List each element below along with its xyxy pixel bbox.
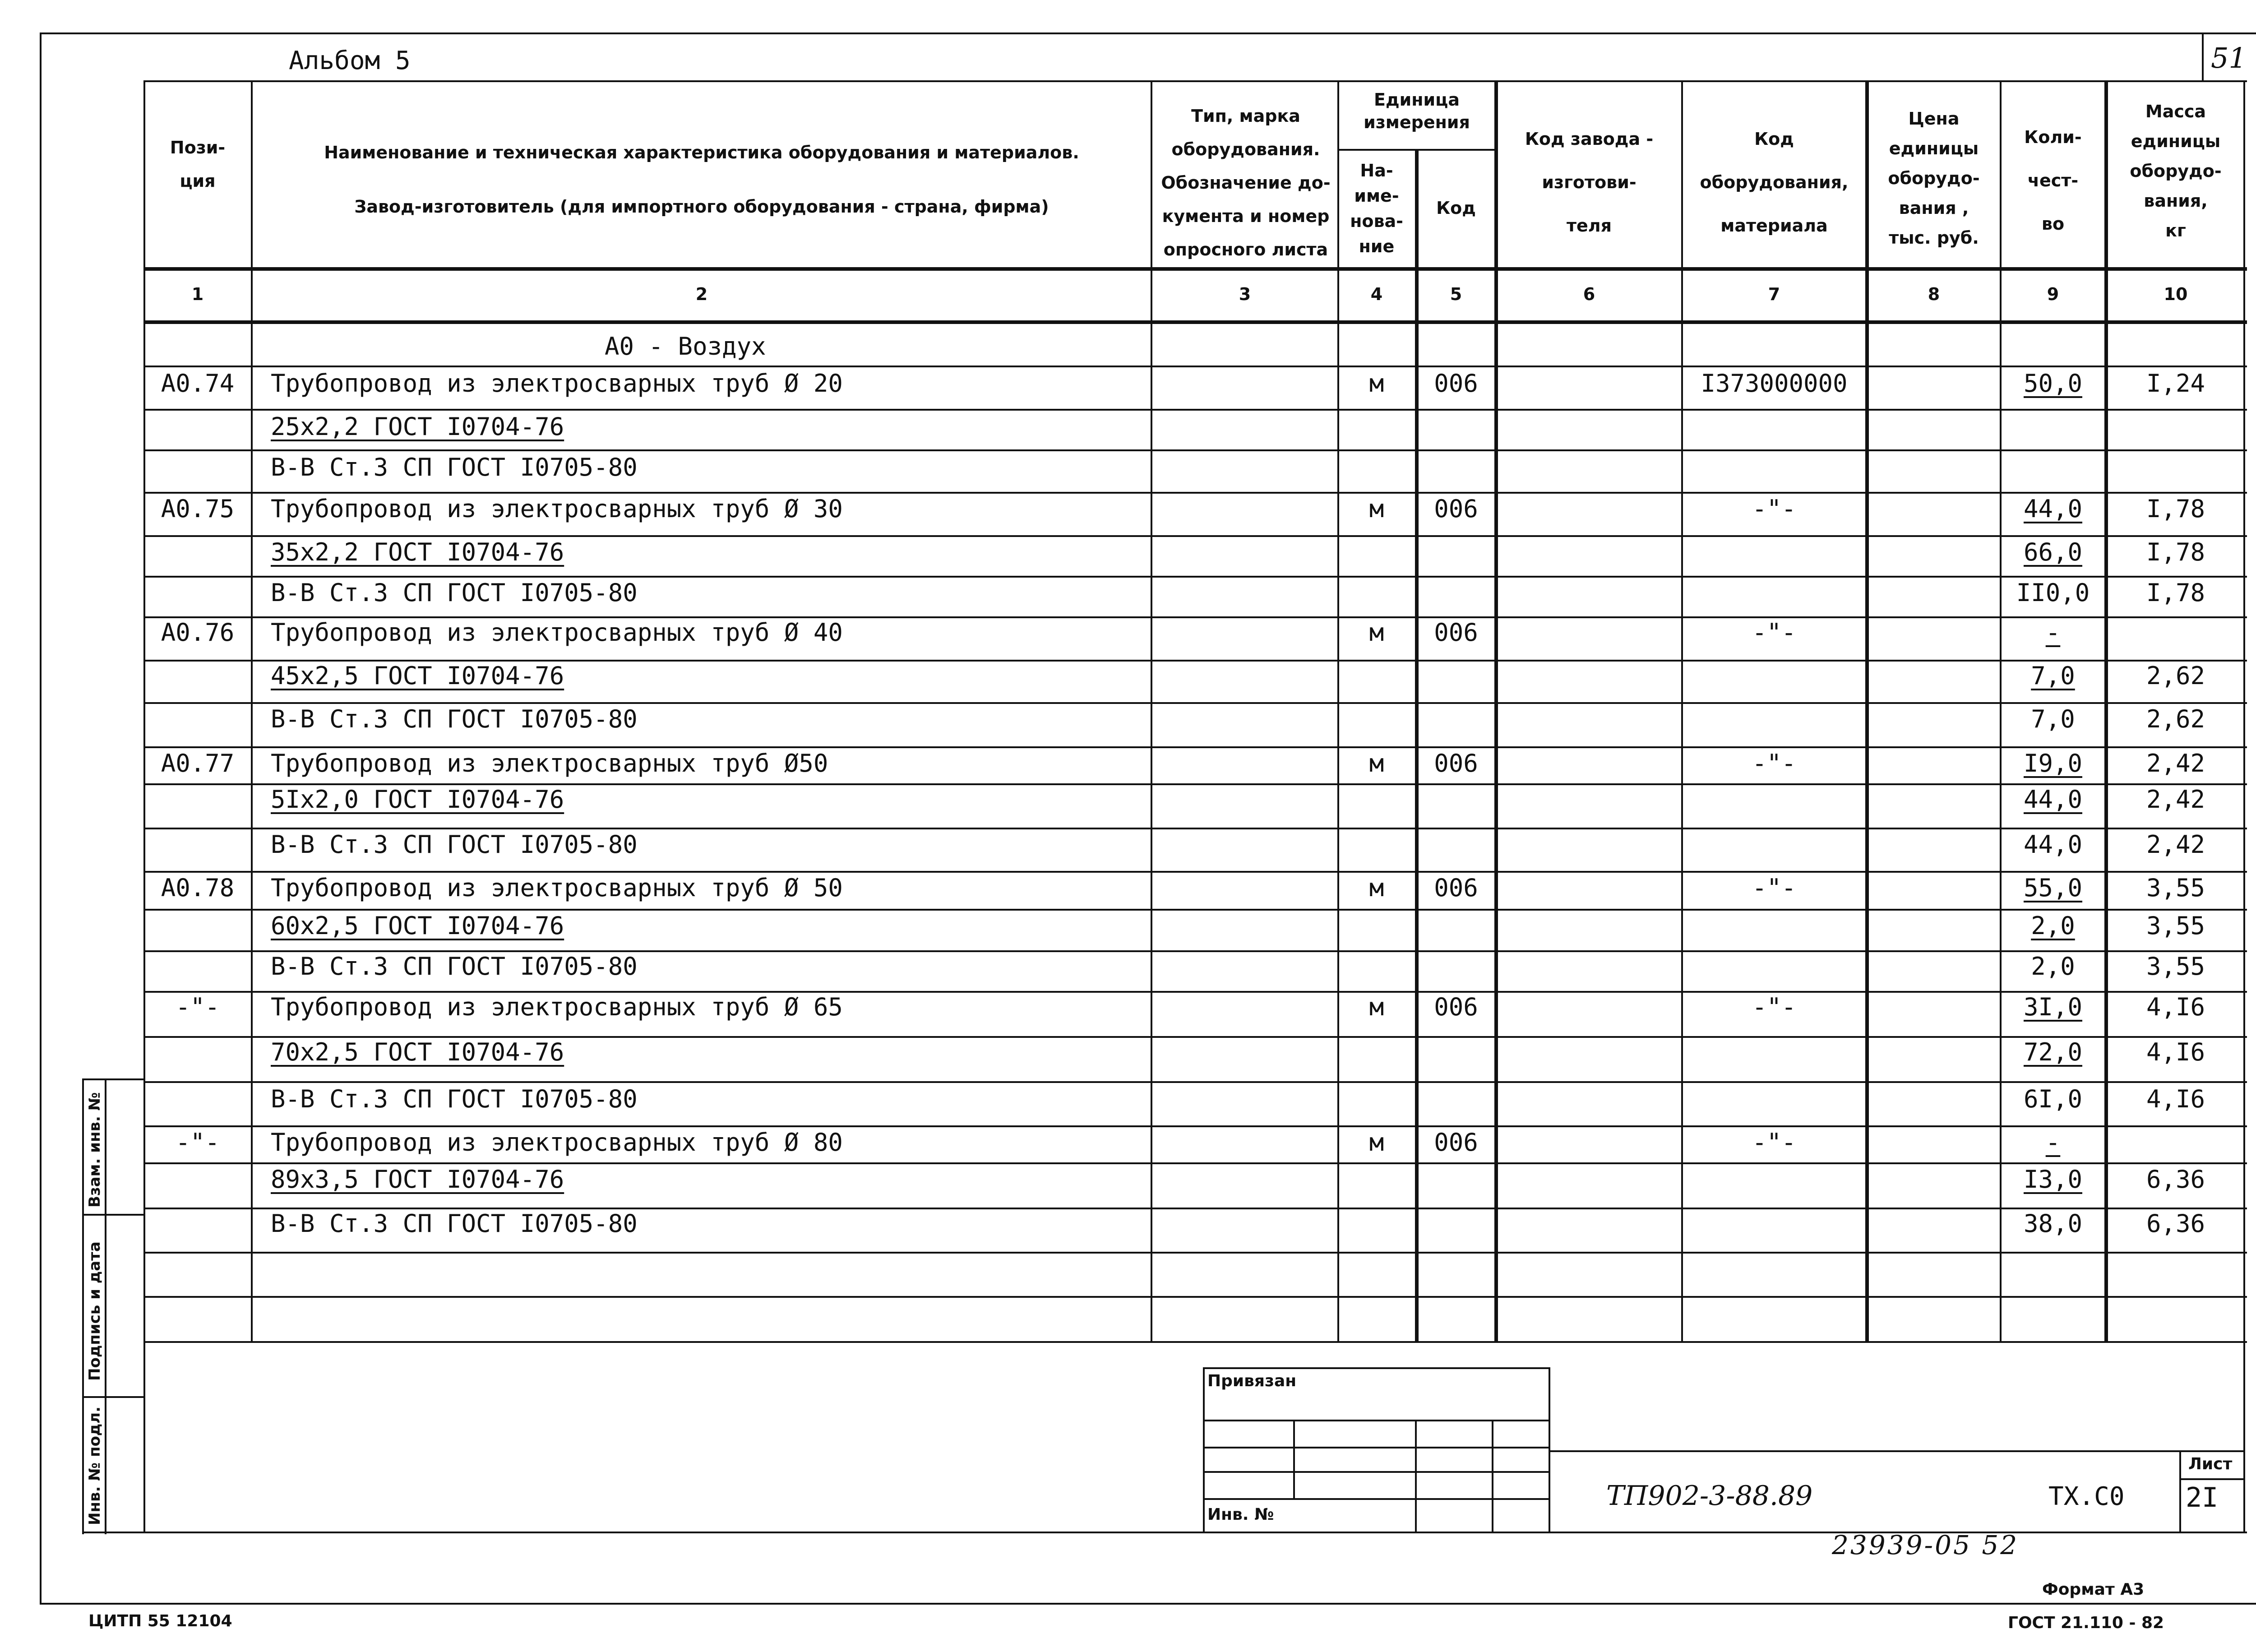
stamp-inv: Инв. № (1207, 1505, 1274, 1524)
row-unit-code: 006 (1434, 369, 1478, 398)
header-price: Цена единицы оборудо- вания , тыс. руб. (1888, 109, 1980, 248)
header-unit-name: На- име- нова- ние (1350, 161, 1403, 256)
row-material-code: -"- (1752, 749, 1796, 777)
row-name: Трубопровод из электросварных труб Ø 80 (271, 1128, 843, 1157)
row-unit: м (1369, 993, 1384, 1021)
row-material-code: -"- (1752, 874, 1796, 902)
row-quantity: II0,0 (2016, 578, 2090, 607)
row-position: А0.77 (161, 749, 235, 777)
row-position: А0.78 (161, 874, 235, 902)
row-unit-code: 006 (1434, 993, 1478, 1021)
row-position: -"- (176, 993, 220, 1021)
row-mass: I,24 (2146, 369, 2205, 398)
row-mass: I,78 (2146, 538, 2205, 566)
row-mass: 2,42 (2146, 749, 2205, 777)
row-name: В-В Ст.3 СП ГОСТ I0705-80 (271, 578, 638, 607)
header-unit-code: Код (1436, 198, 1476, 218)
row-name: Трубопровод из электросварных труб Ø50 (271, 749, 828, 777)
row-position: -"- (176, 1128, 220, 1157)
sheet-label: Лист (2188, 1455, 2233, 1473)
doc-mark: ТХ.С0 (2048, 1482, 2125, 1511)
album-label: Альбом 5 (289, 46, 411, 75)
row-material-code: I373000000 (1701, 369, 1848, 398)
col-number: 3 (1239, 284, 1251, 304)
row-name: Трубопровод из электросварных труб Ø 30 (271, 495, 843, 523)
row-name: 45х2,5 ГОСТ I0704-76 (271, 662, 564, 690)
row-mass: 4,I6 (2146, 993, 2205, 1021)
row-name: 70х2,5 ГОСТ I0704-76 (271, 1038, 564, 1066)
row-quantity: 72,0 (2023, 1038, 2083, 1066)
row-unit: м (1369, 749, 1384, 777)
row-quantity: 44,0 (2023, 785, 2083, 814)
row-quantity: 2,0 (2031, 912, 2075, 940)
row-quantity: 2,0 (2031, 952, 2075, 981)
header-type: Тип, марка оборудования. Обозначение до- кумента и номер опросного листа (1161, 106, 1331, 259)
header-unit: Единица измерения (1364, 90, 1470, 132)
row-unit: м (1369, 618, 1384, 647)
row-unit-code: 006 (1434, 749, 1478, 777)
header-factory-code: Код завода - изготови- теля (1525, 129, 1654, 236)
row-name: 5Iх2,0 ГОСТ I0704-76 (271, 785, 564, 814)
stamp-privyazan: Привязан (1207, 1372, 1297, 1390)
row-quantity: 44,0 (2023, 830, 2083, 859)
row-quantity: 3I,0 (2023, 993, 2083, 1021)
row-name: 35х2,2 ГОСТ I0704-76 (271, 538, 564, 566)
col-number: 7 (1768, 284, 1780, 304)
row-mass: 2,42 (2146, 785, 2205, 814)
row-name: В-В Ст.3 СП ГОСТ I0705-80 (271, 1085, 638, 1113)
row-quantity: 6I,0 (2023, 1085, 2083, 1113)
row-material-code: -"- (1752, 993, 1796, 1021)
row-quantity: 50,0 (2023, 369, 2083, 398)
row-mass: 2,62 (2146, 662, 2205, 690)
side-label-inventory: Инв. № подл. (86, 1406, 104, 1525)
row-name: В-В Ст.3 СП ГОСТ I0705-80 (271, 1209, 638, 1238)
row-name: В-В Ст.3 СП ГОСТ I0705-80 (271, 705, 638, 733)
row-unit: м (1369, 369, 1384, 398)
row-unit: м (1369, 874, 1384, 902)
row-mass: 3,55 (2146, 912, 2205, 940)
col-number: 6 (1583, 284, 1595, 304)
col-number: 10 (2164, 284, 2188, 304)
row-mass: 2,42 (2146, 830, 2205, 859)
row-name: Трубопровод из электросварных труб Ø 20 (271, 369, 843, 398)
row-mass: 3,55 (2146, 874, 2205, 902)
row-name: Трубопровод из электросварных труб Ø 40 (271, 618, 843, 647)
footer-gost: ГОСТ 21.110 - 82 (2008, 1614, 2164, 1632)
row-material-code: -"- (1752, 495, 1796, 523)
row-unit-code: 006 (1434, 618, 1478, 647)
row-position: А0.75 (161, 495, 235, 523)
row-name: 89х3,5 ГОСТ I0704-76 (271, 1165, 564, 1194)
row-quantity: I9,0 (2023, 749, 2083, 777)
side-label-replacement: Взам. инв. № (86, 1092, 104, 1208)
row-material-code: -"- (1752, 1128, 1796, 1157)
row-name: Трубопровод из электросварных труб Ø 65 (271, 993, 843, 1021)
row-name: 25х2,2 ГОСТ I0704-76 (271, 412, 564, 441)
row-quantity: - (2045, 618, 2061, 647)
row-mass: 4,I6 (2146, 1085, 2205, 1113)
row-mass: 3,55 (2146, 952, 2205, 981)
sheet-number: 2I (2186, 1482, 2219, 1513)
header-quantity: Коли- чест- во (2024, 127, 2082, 234)
row-mass: 4,I6 (2146, 1038, 2205, 1066)
row-position: А0.74 (161, 369, 235, 398)
row-material-code: -"- (1752, 618, 1796, 647)
row-mass: I,78 (2146, 495, 2205, 523)
col-number: 5 (1450, 284, 1462, 304)
footer-left: ЦИТП 55 12104 (88, 1612, 232, 1630)
row-quantity: - (2045, 1128, 2061, 1157)
row-position: А0.76 (161, 618, 235, 647)
header-name: Наименование и техническая характеристика оборудования и материалов. Завод-изготовитель (для импортного оборудования - страна, фирма) (324, 143, 1079, 217)
row-name: В-В Ст.3 СП ГОСТ I0705-80 (271, 830, 638, 859)
row-name: В-В Ст.3 СП ГОСТ I0705-80 (271, 952, 638, 981)
page-number: 51 (2211, 42, 2247, 74)
col-number: 9 (2047, 284, 2059, 304)
doc-code: ТП902-3-88.89 (1606, 1480, 1813, 1512)
header-material-code: Код оборудования, материала (1700, 129, 1849, 236)
row-quantity: 44,0 (2023, 495, 2083, 523)
header-mass: Масса единицы оборудо- вания, кг (2130, 102, 2222, 241)
row-unit-code: 006 (1434, 1128, 1478, 1157)
row-quantity: 55,0 (2023, 874, 2083, 902)
row-mass: 2,62 (2146, 705, 2205, 733)
handwritten-number: 23939-05 52 (1832, 1530, 2019, 1560)
section-title: А0 - Воздух (605, 332, 766, 361)
row-quantity: 7,0 (2031, 705, 2075, 733)
row-quantity: 7,0 (2031, 662, 2075, 690)
row-unit: м (1369, 1128, 1384, 1157)
col-number: 8 (1928, 284, 1940, 304)
col-number: 4 (1370, 284, 1383, 304)
row-mass: I,78 (2146, 578, 2205, 607)
col-number: 1 (191, 284, 204, 304)
footer-format: Формат А3 (2042, 1580, 2145, 1599)
header-position: Пози- ция (170, 138, 226, 191)
side-label-signature: Подпись и дата (86, 1241, 104, 1381)
row-unit-code: 006 (1434, 874, 1478, 902)
row-unit-code: 006 (1434, 495, 1478, 523)
row-name: В-В Ст.3 СП ГОСТ I0705-80 (271, 453, 638, 481)
row-mass: 6,36 (2146, 1165, 2205, 1194)
row-unit: м (1369, 495, 1384, 523)
row-mass: 6,36 (2146, 1209, 2205, 1238)
row-name: 60х2,5 ГОСТ I0704-76 (271, 912, 564, 940)
row-quantity: I3,0 (2023, 1165, 2083, 1194)
row-name: Трубопровод из электросварных труб Ø 50 (271, 874, 843, 902)
col-number: 2 (695, 284, 708, 304)
row-quantity: 38,0 (2023, 1209, 2083, 1238)
row-quantity: 66,0 (2023, 538, 2083, 566)
